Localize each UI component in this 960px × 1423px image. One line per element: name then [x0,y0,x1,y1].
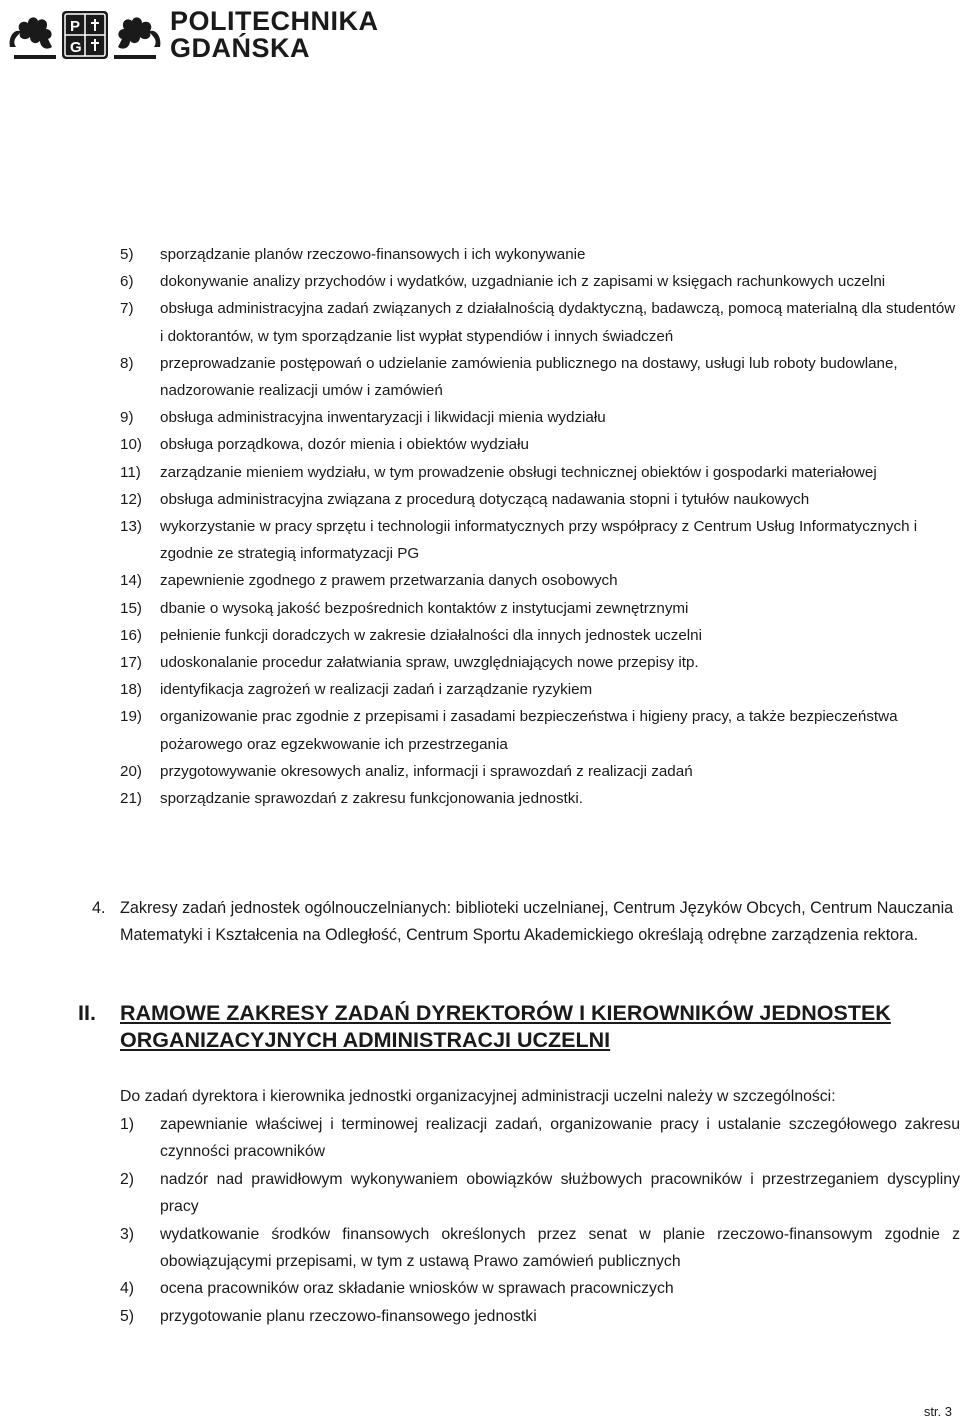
chapter-title: RAMOWE ZAKRESY ZADAŃ DYREKTORÓW I KIEROWNIKÓW JEDNOSTEK ORGANIZACYJNYCH ADMINISTRACJI UCZELNI [120,1001,891,1052]
list-item-text: ocena pracowników oraz składanie wniosków w sprawach pracowniczych [160,1280,674,1298]
list-item [120,513,960,567]
list-item-number: 11) [120,463,141,481]
list-item [120,486,960,513]
director-duties-list [120,1111,960,1330]
list-item-number: 13) [120,518,142,536]
list-item-text: sporządzanie sprawozdań z zakresu funkcjonowania jednostki. [160,790,583,808]
section-number: 4. [92,899,106,917]
list-item-number: 5) [120,246,134,263]
svg-text:G: G [70,39,82,56]
logo-line-1: POLITECHNIKA [170,6,379,36]
section-4-paragraph [92,895,960,949]
list-item-number: 4) [120,1280,135,1298]
list-item-text: obsługa administracyjna inwentaryzacji i likwidacji mienia wydziału [160,409,606,427]
logo-line-2: GDAŃSKA [170,33,311,63]
list-item-number: 19) [120,708,142,726]
list-item [120,622,960,649]
list-item-text: pełnienie funkcji doradczych w zakresie działalności dla innych jednostek uczelni [160,626,702,644]
list-item [120,595,960,622]
list-item [120,350,960,404]
list-item-text: obsługa porządkowa, dozór mienia i obiektów wydziału [160,436,529,454]
list-item-text: obsługa administracyjna związana z procedurą dotyczącą nadawania stopni i tytułów naukowych [160,490,810,508]
list-item-number: 5) [120,1307,135,1325]
list-item-number: 16) [120,626,142,644]
list-item-text: nadzór nad prawidłowym wykonywaniem obowiązków służbowych pracowników i przestrzeganiem dyscypliny pracy [160,1170,960,1216]
list-item-text: zarządzanie mieniem wydziału, w tym prowadzenie obsługi technicznej obiektów i gospodarki materiałowej [160,463,877,481]
list-item [120,295,960,349]
list-item [120,1166,960,1221]
list-item [120,268,960,295]
list-item-text: zapewnienie zgodnego z prawem przetwarzania danych osobowych [160,572,618,590]
list-item-number: 9) [120,409,134,427]
list-item-text: zapewnianie właściwej i terminowej realizacji zadań, organizowanie pracy i ustalanie szczegółowego zakresu czynności pracowników [160,1116,960,1161]
list-item [120,676,960,703]
list-item-number: 2) [120,1170,135,1188]
list-item-text: przeprowadzanie postępowań o udzielanie zamówienia publicznego na dostawy, usługi lub roboty budowlane, nadzorowanie realizacji umów i zamówień [160,354,898,400]
list-item-number: 20) [120,762,142,780]
list-item [120,431,960,458]
list-item-number: 18) [120,681,142,699]
list-item-number: 15) [120,599,142,617]
list-item-text: wydatkowanie środków finansowych określonych przez senat w planie rzeczowo-finansowym zgodnie z obowiązującymi przepisami, w tym z ustawą Prawo zamówień publicznych [160,1225,960,1271]
list-item-number: 1) [120,1116,135,1133]
list-item-number: 21) [120,790,142,808]
list-item [120,567,960,594]
intro-paragraph: Do zadań dyrektora i kierownika jednostki organizacyjnej administracji uczelni należy w szczególności: [120,1088,836,1105]
list-item [120,703,960,757]
list-item-number: 17) [120,654,142,672]
list-item-text: dokonywanie analizy przychodów i wydatków, uzgadnianie ich z zapisami w księgach rachunkowych uczelni [160,273,886,291]
list-item [120,404,960,431]
list-item-text: przygotowanie planu rzeczowo-finansowego jednostki [160,1307,537,1325]
chapter-heading [78,1000,960,1054]
university-logo [6,4,379,66]
list-item-number: 3) [120,1225,135,1243]
page-number: str. 3 [923,1404,952,1419]
list-item-text: wykorzystanie w pracy sprzętu i technologii informatycznych przy współpracy z Centrum Usług Informatycznych i zgodnie ze strategią informatyzacji PG [160,518,918,563]
logo-wordmark [170,8,379,62]
list-item-text: sporządzanie planów rzeczowo-finansowych i ich wykonywanie [160,246,586,263]
list-item-number: 7) [120,300,134,318]
list-item [120,1303,960,1330]
list-item [120,758,960,785]
task-list-continued [120,241,960,812]
list-item [120,785,960,812]
list-item [120,1275,960,1302]
list-item-text: identyfikacja zagrożeń w realizacji zadań i zarządzanie ryzykiem [160,681,593,699]
list-item-text: organizowanie prac zgodnie z przepisami i zasadami bezpieczeństwa i higieny pracy, a także bezpieczeństwa pożarowego oraz egzekwowanie ich przestrzegania [160,708,898,753]
list-item-number: 14) [120,572,142,590]
list-item-number: 6) [120,273,134,291]
university-emblem-icon [6,7,164,63]
list-item-text: udoskonalanie procedur załatwiania spraw, uwzględniających nowe przepisy itp. [160,654,699,672]
list-item-text: dbanie o wysoką jakość bezpośrednich kontaktów z instytucjami zewnętrznymi [160,599,689,617]
svg-text:P: P [70,18,81,35]
list-item [120,241,960,268]
list-item-number: 12) [120,490,142,508]
chapter-number: II. [78,1001,96,1025]
list-item-number: 10) [120,436,142,454]
list-item-text: obsługa administracyjna zadań związanych z działalnością dydaktyczną, badawczą, pomocą materialną dla studentów i doktorantów, w tym sporządzanie list wypłat stypendiów i innych świadczeń [160,300,956,345]
list-item-number: 8) [120,354,134,372]
list-item [120,1111,960,1166]
list-item [120,1221,960,1276]
list-item [120,459,960,486]
section-text: Zakresy zadań jednostek ogólnouczelnianych: biblioteki uczelnianej, Centrum Języków Obcych, Centrum Nauczania Matematyki i Kształcenia na Odległość, Centrum Sportu Akademickiego określają odrębne zarządzenia rektora. [120,899,954,944]
list-item-text: przygotowywanie okresowych analiz, informacji i sprawozdań z realizacji zadań [160,762,693,780]
list-item [120,649,960,676]
